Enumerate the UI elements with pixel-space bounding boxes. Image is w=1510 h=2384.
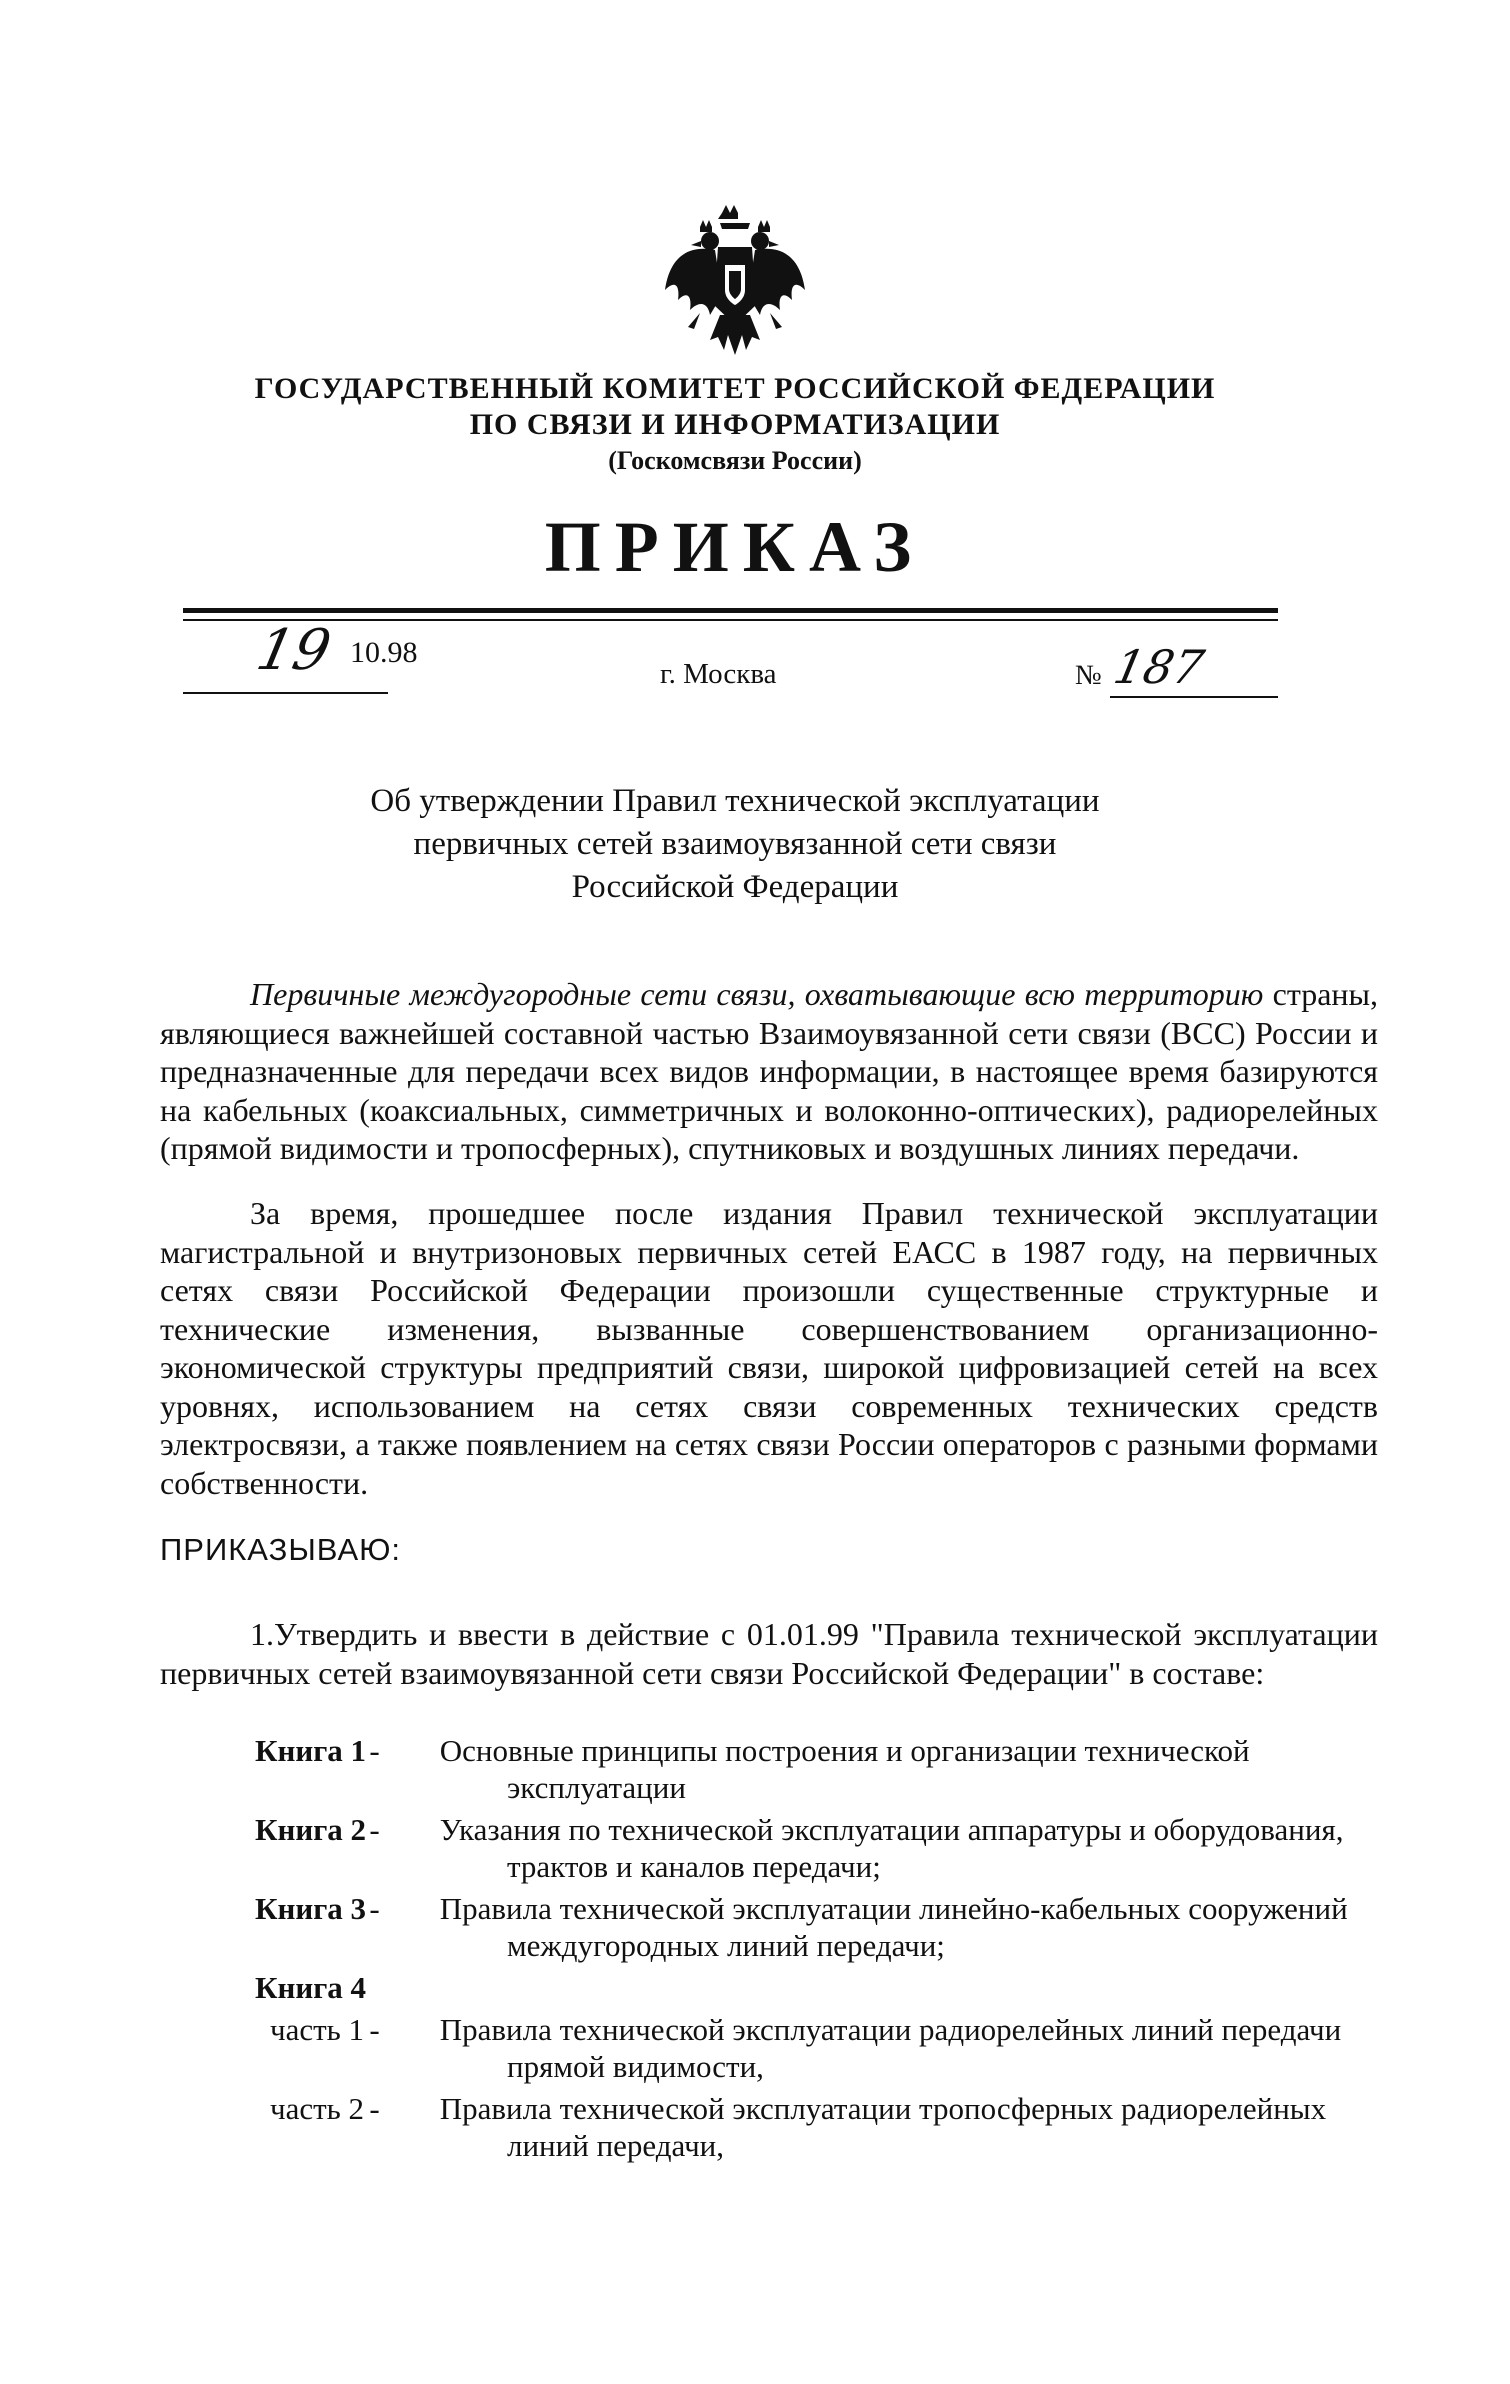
book-label: Книга 2 <box>255 1812 367 1847</box>
header-divider-thin <box>183 619 1278 621</box>
part-label: часть 1 <box>270 2012 365 2047</box>
book-description: Правила технической эксплуатации линейно-кабельных сооружений междугородных линий передачи; <box>439 1891 1348 1963</box>
list-item: часть 1 - Правила технической эксплуатации радиорелейных линий передачи прямой видимости, <box>270 2012 1342 2084</box>
part-description: Правила технической эксплуатации тропосферных радиорелейных линий передачи, <box>439 2091 1327 2163</box>
organization-name-line2: ПО СВЯЗИ И ИНФОРМАТИЗАЦИИ <box>469 408 1001 441</box>
list-item: Книга 3 - Правила технической эксплуатации линейно-кабельных сооружений междугородных линий передачи; <box>255 1891 1348 1963</box>
double-headed-eagle-emblem-icon <box>660 205 810 360</box>
date-day-handwritten: 19 <box>251 618 337 683</box>
date-underline <box>183 692 388 694</box>
list-item: Книга 1 - Основные принципы построения и организации технической эксплуатации <box>255 1733 1250 1805</box>
city: г. Москва <box>660 658 777 690</box>
book-label: Книга 3 <box>255 1891 367 1926</box>
part-label: часть 2 <box>270 2091 365 2126</box>
paragraph-intro-italic: Первичные междугородные сети связи, охватывающие всю территорию <box>250 976 1264 1012</box>
title-line: первичных сетей взаимоувязанной сети связи <box>413 826 1057 862</box>
date-month-year: 10.98 <box>350 636 418 669</box>
paragraph-order-item-1-text: 1.Утвердить и ввести в действие с 01.01.99 "Правила технической эксплуатации первичных сетей взаимоувязанной сети связи Российской Федерации" в составе: <box>160 1616 1378 1691</box>
document-type-heading: ПРИКАЗ <box>544 507 926 587</box>
book-4-label: Книга 4 <box>255 1970 367 2005</box>
paragraph-intro <box>160 975 1378 1168</box>
organization-short-name: (Госкомсвязи России) <box>608 446 862 475</box>
order-number-handwritten: 187 <box>1109 640 1209 694</box>
book-description: Указания по технической эксплуатации аппаратуры и оборудования, трактов и каналов передачи; <box>439 1812 1344 1884</box>
list-item: Книга 2 - Указания по технической эксплуатации аппаратуры и оборудования, трактов и каналов передачи; <box>255 1812 1344 1884</box>
book-label: Книга 1 <box>255 1733 367 1768</box>
title-line: Об утверждении Правил технической эксплуатации <box>370 783 1100 819</box>
header-divider-thick <box>183 608 1278 613</box>
number-underline <box>1110 696 1278 698</box>
title-line: Российской Федерации <box>571 869 899 905</box>
book-description: Основные принципы построения и организации технической эксплуатации <box>439 1733 1250 1805</box>
number-sign: № <box>1075 660 1102 691</box>
paragraph-history-text: За время, прошедшее после издания Правил технической эксплуатации магистральной и внутризоновых первичных сетей ЕАСС в 1987 году, на первичных сетях связи Российской Федерации произошли существенные структурные и технические изменения, вызванные совершенствованием организационно-экономической структуры предприятий связи, широкой цифровизацией сетей на всех уровнях, использованием на сетях связи современных технических средств электросвязи, а также появлением на сетях связи России операторов с разными формами собственности. <box>160 1195 1378 1501</box>
list-item: часть 2 - Правила технической эксплуатации тропосферных радиорелейных линий передачи, <box>270 2091 1327 2163</box>
document-title <box>150 780 1320 909</box>
paragraph-history <box>160 1194 1378 1502</box>
part-description: Правила технической эксплуатации радиорелейных линий передачи прямой видимости, <box>439 2012 1342 2084</box>
organization-name-line1: ГОСУДАРСТВЕННЫЙ КОМИТЕТ РОССИЙСКОЙ ФЕДЕРАЦИИ <box>254 372 1216 405</box>
book-list <box>160 1732 1378 2169</box>
paragraph-intro-rest: страны, являющиеся важнейшей составной частью Взаимоувязанной сети связи (ВСС) России и предназначенные для передачи всех видов информации, в настоящее время базируются на кабельных (коаксиальных, симметричных и волоконно-оптических), радиорелейных (прямой видимости и тропосферных), спутниковых и воздушных линиях передачи. <box>160 976 1379 1166</box>
order-word: ПРИКАЗЫВАЮ: <box>160 1532 402 1567</box>
paragraph-order-item-1 <box>160 1615 1378 1692</box>
